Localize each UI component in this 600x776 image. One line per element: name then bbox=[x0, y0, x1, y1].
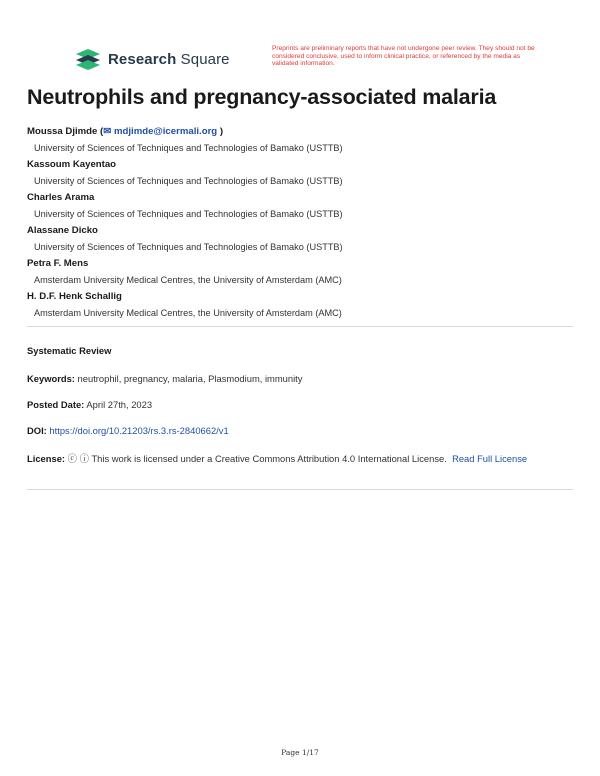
research-square-logo[interactable] bbox=[74, 48, 230, 70]
author-affiliation: Amsterdam University Medical Centres, the University of Amsterdam (AMC) bbox=[34, 308, 342, 318]
author-entry bbox=[27, 157, 587, 189]
doi-link[interactable]: https://doi.org/10.21203/rs.3.rs-2840662/v1 bbox=[49, 425, 229, 436]
page-number: Page 1/17 bbox=[281, 748, 319, 757]
license-row bbox=[27, 451, 573, 467]
author-affiliation: University of Sciences of Techniques and Technologies of Bamako (USTTB) bbox=[34, 209, 343, 219]
cc-license-icon: ⓒ ⓘ bbox=[67, 453, 90, 464]
author-name: Kassoum Kayentao bbox=[27, 159, 117, 170]
author-affiliation: University of Sciences of Techniques and Technologies of Bamako (USTTB) bbox=[34, 242, 343, 252]
author-entry bbox=[27, 124, 587, 156]
author-entry bbox=[27, 223, 587, 255]
logo-secondary: Square bbox=[180, 50, 230, 68]
preprint-disclaimer: Preprints are preliminary reports that have not undergone peer review. They should not be considered conclusive, used to inform clinical practice, or referenced by the media as validated information. bbox=[272, 45, 535, 68]
posted-date-row bbox=[27, 399, 573, 410]
logo-primary: Research bbox=[108, 50, 177, 68]
article-type: Systematic Review bbox=[27, 345, 112, 356]
posted-date-label: Posted Date: bbox=[27, 399, 85, 410]
license-label: License: bbox=[27, 453, 66, 464]
author-affiliation: Amsterdam University Medical Centres, the University of Amsterdam (AMC) bbox=[34, 275, 342, 285]
research-square-logo-icon bbox=[74, 48, 102, 70]
doi-row bbox=[27, 425, 573, 436]
divider bbox=[27, 489, 573, 490]
keywords-value: neutrophil, pregnancy, malaria, Plasmodium, immunity bbox=[77, 373, 303, 384]
author-name: Charles Arama bbox=[27, 192, 95, 203]
license-text: This work is licensed under a Creative Commons Attribution 4.0 International License. bbox=[91, 453, 447, 464]
author-email-link[interactable]: ✉ mdjimde@icermali.org bbox=[103, 126, 218, 137]
envelope-icon: ✉ bbox=[103, 126, 112, 137]
author-affiliation: University of Sciences of Techniques and Technologies of Bamako (USTTB) bbox=[34, 143, 343, 153]
author-name: Moussa Djimde (✉ mdjimde@icermali.org ) bbox=[27, 126, 224, 137]
author-name: Petra F. Mens bbox=[27, 258, 89, 269]
author-name: Alassane Dicko bbox=[27, 225, 98, 236]
author-entry bbox=[27, 289, 587, 321]
keywords-row bbox=[27, 373, 573, 384]
author-entry bbox=[27, 256, 587, 288]
doi-label: DOI: bbox=[27, 425, 47, 436]
author-list bbox=[27, 124, 587, 322]
author-entry bbox=[27, 190, 587, 222]
posted-date-value: April 27th, 2023 bbox=[86, 399, 153, 410]
logo-wordmark bbox=[108, 51, 230, 68]
author-name: H. D.F. Henk Schallig bbox=[27, 291, 122, 302]
keywords-label: Keywords: bbox=[27, 373, 75, 384]
read-full-license-link[interactable]: Read Full License bbox=[452, 453, 528, 464]
header bbox=[0, 0, 600, 80]
author-affiliation: University of Sciences of Techniques and Technologies of Bamako (USTTB) bbox=[34, 176, 343, 186]
divider bbox=[27, 326, 573, 327]
page-title: Neutrophils and pregnancy-associated malaria bbox=[27, 85, 497, 109]
